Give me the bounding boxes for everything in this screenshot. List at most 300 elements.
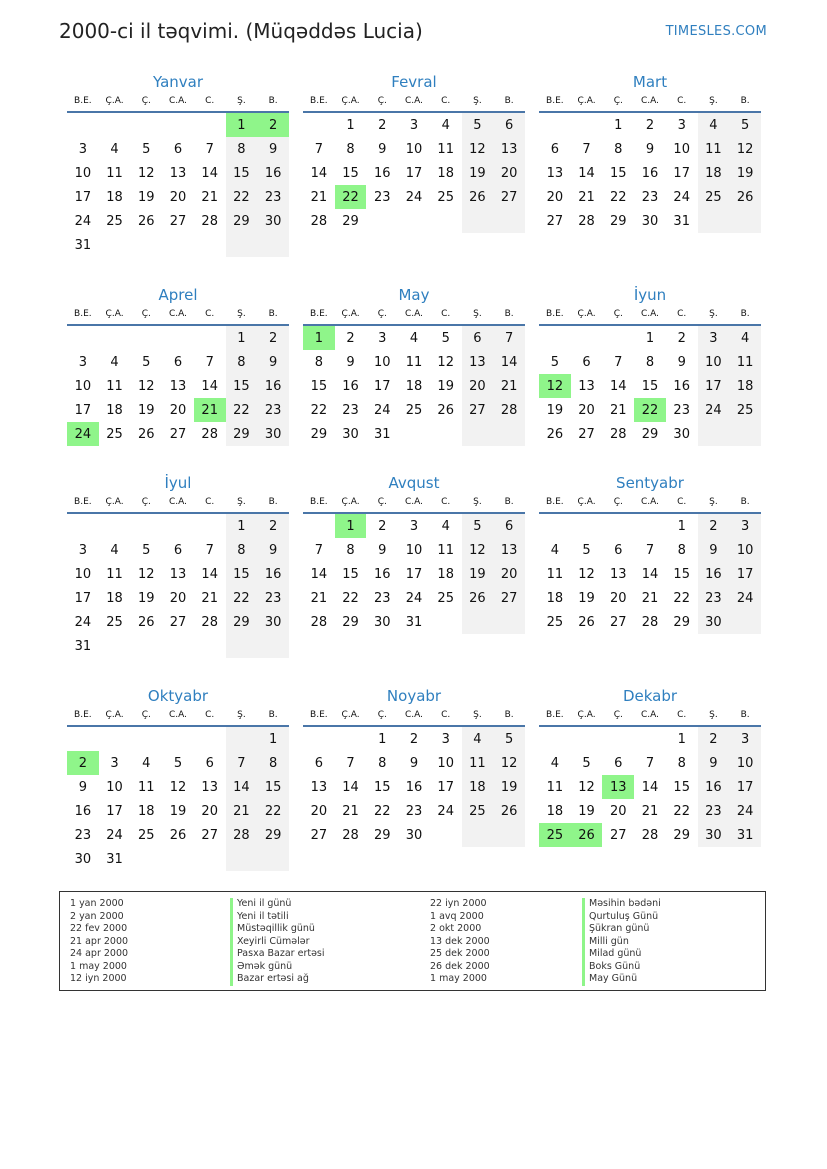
- day-cell: 4: [698, 113, 730, 137]
- day-cell: 19: [578, 803, 595, 819]
- weekday-label: Ç.: [613, 497, 623, 507]
- day-cell: 4: [441, 117, 450, 133]
- days-grid: [303, 326, 525, 446]
- day-cell: 1: [378, 731, 387, 747]
- month-noyabr: [303, 686, 525, 847]
- day-cell: 20: [310, 803, 328, 819]
- legend-entry: Məsihin bədəni: [582, 898, 661, 911]
- day-cell: 10: [74, 165, 92, 181]
- weekday-label: Ç.A.: [341, 710, 360, 720]
- legend-entry: May Günü: [582, 973, 661, 986]
- day-cell: 19: [729, 161, 761, 185]
- legend-entry: Milad günü: [582, 948, 661, 961]
- site-link[interactable]: TIMESLES.COM: [665, 24, 767, 39]
- day-cell: 19: [462, 161, 494, 185]
- day-cell: 8: [346, 542, 355, 558]
- day-cell: 20: [493, 161, 525, 185]
- legend-entry: 1 yan 2000: [70, 898, 124, 909]
- day-cell: 18: [462, 775, 494, 799]
- day-cell: 20: [169, 402, 187, 418]
- day-cell: 4: [142, 755, 151, 771]
- days-grid: [67, 326, 289, 446]
- day-cell: 8: [226, 350, 258, 374]
- day-cell: 17: [405, 165, 423, 181]
- weekday-label: B.: [504, 96, 514, 106]
- day-cell: 27: [201, 827, 218, 843]
- day-cell: 11: [698, 137, 730, 161]
- day-cell: 8: [346, 141, 355, 157]
- day-cell: 1: [335, 514, 367, 538]
- weekday-label: C.A.: [640, 96, 659, 106]
- weekday-label: Ç.A.: [577, 710, 596, 720]
- day-cell: 14: [493, 350, 525, 374]
- weekday-header: [539, 708, 761, 722]
- day-cell: 24: [405, 189, 423, 205]
- day-cell: 14: [226, 775, 258, 799]
- day-cell: 24: [374, 402, 391, 418]
- day-cell: 11: [106, 566, 123, 582]
- day-cell: 16: [405, 779, 423, 795]
- weekday-label: Ş.: [473, 309, 482, 319]
- days-grid: [303, 514, 525, 634]
- day-cell: 17: [106, 803, 123, 819]
- day-cell: 9: [257, 137, 289, 161]
- month-title: Mart: [632, 73, 668, 91]
- day-cell: 12: [578, 779, 595, 795]
- day-cell: 30: [342, 426, 359, 442]
- month-sentyabr: [539, 473, 761, 634]
- weekday-label: Ş.: [237, 96, 246, 106]
- weekday-label: C.A.: [168, 497, 187, 507]
- day-cell: 5: [441, 330, 450, 346]
- weekday-label: Ç.: [377, 96, 387, 106]
- legend-entry: 26 dek 2000: [430, 960, 490, 972]
- legend-entry: Yeni il tətili: [230, 911, 325, 924]
- empty-cell: [493, 610, 525, 634]
- empty-cell: [698, 209, 730, 233]
- weekday-label: Ş.: [709, 96, 718, 106]
- day-cell: 21: [610, 402, 627, 418]
- day-cell: 27: [546, 213, 564, 229]
- day-cell: 14: [201, 378, 218, 394]
- day-cell: 8: [677, 755, 686, 771]
- day-cell: 1: [677, 731, 686, 747]
- day-cell: 1: [346, 117, 355, 133]
- month-title: May: [398, 286, 430, 304]
- weekday-label: Ç.: [613, 96, 623, 106]
- day-cell: 24: [405, 590, 423, 606]
- day-cell: 1: [677, 518, 686, 534]
- day-cell: 25: [437, 189, 454, 205]
- day-cell: 21: [342, 803, 359, 819]
- day-cell: 12: [138, 165, 155, 181]
- day-cell: 21: [201, 590, 218, 606]
- day-cell: 24: [437, 803, 454, 819]
- empty-cell: [257, 847, 289, 871]
- empty-cell: [366, 209, 398, 233]
- weekday-label: C.A.: [404, 497, 423, 507]
- empty-cell: [430, 209, 462, 233]
- day-cell: 13: [602, 775, 634, 799]
- day-cell: 19: [138, 590, 155, 606]
- day-cell: 15: [641, 378, 659, 394]
- day-cell: 9: [346, 354, 355, 370]
- day-cell: 12: [138, 378, 155, 394]
- day-cell: 4: [110, 354, 119, 370]
- day-cell: 12: [169, 779, 187, 795]
- day-cell: 27: [169, 614, 187, 630]
- day-cell: 14: [201, 566, 218, 582]
- empty-cell: [493, 823, 525, 847]
- weekday-label: C.: [205, 309, 215, 319]
- day-cell: 2: [67, 751, 99, 775]
- month-may: [303, 285, 525, 446]
- day-cell: 15: [673, 779, 690, 795]
- month-dekabr: [539, 686, 761, 847]
- legend-entry: Şükran günü: [582, 923, 661, 936]
- day-cell: 16: [257, 161, 289, 185]
- day-cell: 26: [493, 799, 525, 823]
- legend-names-2: [582, 898, 661, 986]
- day-cell: 4: [110, 542, 119, 558]
- weekday-header: [303, 708, 525, 722]
- day-cell: 5: [462, 514, 494, 538]
- day-cell: 28: [310, 213, 328, 229]
- day-cell: 3: [698, 326, 730, 350]
- weekday-label: B.E.: [310, 710, 328, 720]
- day-cell: 3: [78, 542, 87, 558]
- weekday-header: [67, 708, 289, 722]
- day-cell: 29: [310, 426, 328, 442]
- day-cell: 1: [226, 326, 258, 350]
- weekday-label: Ş.: [237, 497, 246, 507]
- weekday-label: B.: [740, 96, 750, 106]
- day-cell: 25: [138, 827, 155, 843]
- day-cell: 18: [437, 566, 454, 582]
- day-cell: 29: [374, 827, 391, 843]
- day-cell: 10: [405, 542, 423, 558]
- day-cell: 25: [698, 185, 730, 209]
- empty-cell: [462, 610, 494, 634]
- day-cell: 27: [610, 614, 627, 630]
- day-cell: 21: [641, 803, 659, 819]
- day-cell: 17: [729, 775, 761, 799]
- day-cell: 2: [409, 731, 419, 747]
- day-cell: 20: [610, 590, 627, 606]
- day-cell: 2: [677, 330, 686, 346]
- weekday-label: C.A.: [404, 96, 423, 106]
- day-cell: 16: [698, 775, 730, 799]
- day-cell: 14: [578, 165, 595, 181]
- legend-entry: 24 apr 2000: [70, 948, 129, 959]
- day-cell: 26: [138, 614, 155, 630]
- day-cell: 15: [673, 566, 690, 582]
- day-cell: 9: [78, 779, 87, 795]
- day-cell: 2: [698, 514, 730, 538]
- day-cell: 10: [106, 779, 123, 795]
- empty-cell: [99, 634, 131, 658]
- day-cell: 5: [462, 113, 494, 137]
- day-cell: 15: [374, 779, 391, 795]
- weekday-label: C.A.: [168, 309, 187, 319]
- day-cell: 3: [409, 518, 419, 534]
- day-cell: 23: [257, 586, 289, 610]
- day-cell: 18: [405, 378, 423, 394]
- day-cell: 22: [342, 590, 359, 606]
- day-cell: 29: [226, 422, 258, 446]
- day-cell: 13: [493, 538, 525, 562]
- empty-cell: [99, 727, 131, 751]
- day-cell: 13: [578, 378, 595, 394]
- month-title: Dekabr: [622, 687, 678, 705]
- empty-cell: [571, 514, 603, 538]
- empty-cell: [539, 113, 571, 137]
- day-cell: 13: [201, 779, 218, 795]
- day-cell: 17: [673, 165, 690, 181]
- day-cell: 24: [74, 213, 92, 229]
- legend-entry: 2 okt 2000: [430, 923, 482, 934]
- empty-cell: [194, 326, 226, 350]
- day-cell: 25: [106, 213, 123, 229]
- empty-cell: [226, 727, 258, 751]
- empty-cell: [99, 233, 131, 257]
- day-cell: 17: [74, 590, 92, 606]
- month-title: İyul: [164, 474, 192, 492]
- empty-cell: [67, 326, 99, 350]
- empty-cell: [729, 209, 761, 233]
- legend-dates-2: [430, 898, 490, 986]
- day-cell: 22: [673, 590, 690, 606]
- page-title: 2000-ci il təqvimi. (Müqəddəs Lucia): [59, 19, 423, 43]
- empty-cell: [226, 634, 258, 658]
- day-cell: 25: [106, 426, 123, 442]
- month-fevral: [303, 72, 525, 233]
- day-cell: 29: [673, 827, 690, 843]
- day-cell: 16: [257, 562, 289, 586]
- empty-cell: [634, 727, 666, 751]
- day-cell: 13: [493, 137, 525, 161]
- empty-cell: [130, 233, 162, 257]
- legend-entry: 13 dek 2000: [430, 935, 490, 947]
- empty-cell: [493, 422, 525, 446]
- day-cell: 20: [546, 189, 564, 205]
- day-cell: 23: [257, 398, 289, 422]
- weekday-label: Ç.A.: [341, 497, 360, 507]
- legend-names-1: [230, 898, 325, 986]
- day-cell: 21: [310, 189, 328, 205]
- day-cell: 30: [374, 614, 391, 630]
- day-cell: 14: [310, 566, 328, 582]
- day-cell: 29: [641, 426, 659, 442]
- day-cell: 24: [729, 799, 761, 823]
- day-cell: 5: [173, 755, 183, 771]
- empty-cell: [602, 514, 634, 538]
- weekday-label: B.: [740, 710, 750, 720]
- day-cell: 17: [74, 189, 92, 205]
- day-cell: 6: [173, 141, 183, 157]
- empty-cell: [130, 514, 162, 538]
- weekday-label: C.: [677, 309, 687, 319]
- day-cell: 22: [226, 398, 258, 422]
- day-cell: 1: [645, 330, 655, 346]
- day-cell: 31: [673, 213, 690, 229]
- empty-cell: [99, 113, 131, 137]
- empty-cell: [99, 326, 131, 350]
- day-cell: 21: [641, 590, 659, 606]
- day-cell: 2: [645, 117, 655, 133]
- empty-cell: [303, 113, 335, 137]
- month-mart: [539, 72, 761, 233]
- day-cell: 2: [378, 117, 387, 133]
- empty-cell: [571, 727, 603, 751]
- day-cell: 22: [226, 586, 258, 610]
- legend-entry: 1 avq 2000: [430, 910, 484, 922]
- day-cell: 2: [257, 113, 289, 137]
- day-cell: 27: [493, 586, 525, 610]
- weekday-label: Ç.A.: [105, 96, 124, 106]
- day-cell: 6: [614, 542, 623, 558]
- weekday-label: B.: [740, 497, 750, 507]
- empty-cell: [226, 233, 258, 257]
- empty-cell: [194, 634, 226, 658]
- day-cell: 27: [310, 827, 328, 843]
- empty-cell: [194, 233, 226, 257]
- day-cell: 17: [698, 374, 730, 398]
- day-cell: 8: [257, 751, 289, 775]
- weekday-label: C.: [677, 96, 687, 106]
- day-cell: 3: [78, 354, 87, 370]
- empty-cell: [303, 727, 335, 751]
- day-cell: 12: [729, 137, 761, 161]
- day-cell: 13: [169, 378, 187, 394]
- weekday-label: B.E.: [74, 96, 92, 106]
- days-grid: [539, 727, 761, 847]
- day-cell: 17: [405, 566, 423, 582]
- day-cell: 23: [405, 803, 423, 819]
- day-cell: 27: [462, 398, 494, 422]
- day-cell: 4: [729, 326, 761, 350]
- day-cell: 28: [342, 827, 359, 843]
- day-cell: 10: [405, 141, 423, 157]
- weekday-label: Ç.A.: [105, 309, 124, 319]
- empty-cell: [602, 727, 634, 751]
- weekday-label: Ç.A.: [341, 96, 360, 106]
- weekday-label: Ş.: [709, 497, 718, 507]
- day-cell: 11: [437, 542, 454, 558]
- day-cell: 24: [729, 586, 761, 610]
- empty-cell: [257, 233, 289, 257]
- day-cell: 1: [226, 514, 258, 538]
- day-cell: 23: [374, 590, 391, 606]
- weekday-header: [303, 307, 525, 321]
- day-cell: 31: [405, 614, 423, 630]
- day-cell: 26: [138, 213, 155, 229]
- weekday-label: B.E.: [310, 96, 328, 106]
- day-cell: 22: [673, 803, 690, 819]
- day-cell: 20: [462, 374, 494, 398]
- weekday-label: Ç.: [613, 309, 623, 319]
- weekday-label: Ç.A.: [341, 309, 360, 319]
- day-cell: 4: [550, 542, 559, 558]
- day-cell: 28: [610, 426, 627, 442]
- empty-cell: [335, 727, 367, 751]
- day-cell: 29: [342, 213, 359, 229]
- legend-entry: Müstəqillik günü: [230, 923, 325, 936]
- day-cell: 22: [610, 189, 627, 205]
- empty-cell: [99, 514, 131, 538]
- month-aprel: [67, 285, 289, 446]
- weekday-label: C.: [205, 710, 215, 720]
- empty-cell: [130, 727, 162, 751]
- empty-cell: [430, 422, 462, 446]
- day-cell: 8: [614, 141, 623, 157]
- day-cell: 28: [201, 614, 218, 630]
- empty-cell: [539, 727, 571, 751]
- day-cell: 28: [493, 398, 525, 422]
- day-cell: 15: [257, 775, 289, 799]
- day-cell: 31: [74, 237, 92, 253]
- day-cell: 26: [571, 823, 603, 847]
- legend-entry: Pasxa Bazar ertəsi: [230, 948, 325, 961]
- day-cell: 10: [673, 141, 690, 157]
- empty-cell: [162, 113, 194, 137]
- day-cell: 10: [437, 755, 454, 771]
- day-cell: 31: [74, 638, 92, 654]
- weekday-label: Ş.: [709, 710, 718, 720]
- day-cell: 13: [546, 165, 564, 181]
- day-cell: 2: [698, 727, 730, 751]
- weekday-label: C.A.: [404, 710, 423, 720]
- weekday-label: B.E.: [546, 710, 564, 720]
- weekday-label: C.A.: [640, 710, 659, 720]
- day-cell: 7: [205, 141, 214, 157]
- day-cell: 12: [462, 538, 494, 562]
- day-cell: 7: [645, 755, 655, 771]
- weekday-label: B.E.: [546, 497, 564, 507]
- day-cell: 19: [578, 590, 595, 606]
- day-cell: 28: [578, 213, 595, 229]
- day-cell: 23: [698, 586, 730, 610]
- day-cell: 5: [729, 113, 761, 137]
- day-cell: 20: [610, 803, 627, 819]
- day-cell: 27: [169, 213, 187, 229]
- day-cell: 14: [610, 378, 627, 394]
- empty-cell: [194, 727, 226, 751]
- empty-cell: [729, 422, 761, 446]
- day-cell: 22: [257, 799, 289, 823]
- day-cell: 8: [677, 542, 686, 558]
- empty-cell: [571, 113, 603, 137]
- empty-cell: [162, 326, 194, 350]
- days-grid: [539, 113, 761, 233]
- legend-entry: 1 may 2000: [430, 973, 487, 984]
- day-cell: 12: [138, 566, 155, 582]
- day-cell: 5: [550, 354, 559, 370]
- weekday-label: Ç.: [377, 309, 387, 319]
- day-cell: 3: [378, 330, 387, 346]
- day-cell: 12: [578, 566, 595, 582]
- day-cell: 30: [641, 213, 659, 229]
- day-cell: 10: [729, 538, 761, 562]
- day-cell: 25: [546, 614, 564, 630]
- day-cell: 2: [257, 514, 289, 538]
- day-cell: 15: [310, 378, 328, 394]
- day-cell: 27: [493, 185, 525, 209]
- weekday-label: C.A.: [640, 309, 659, 319]
- day-cell: 16: [257, 374, 289, 398]
- legend-entry: Boks Günü: [582, 961, 661, 974]
- day-cell: 23: [74, 827, 92, 843]
